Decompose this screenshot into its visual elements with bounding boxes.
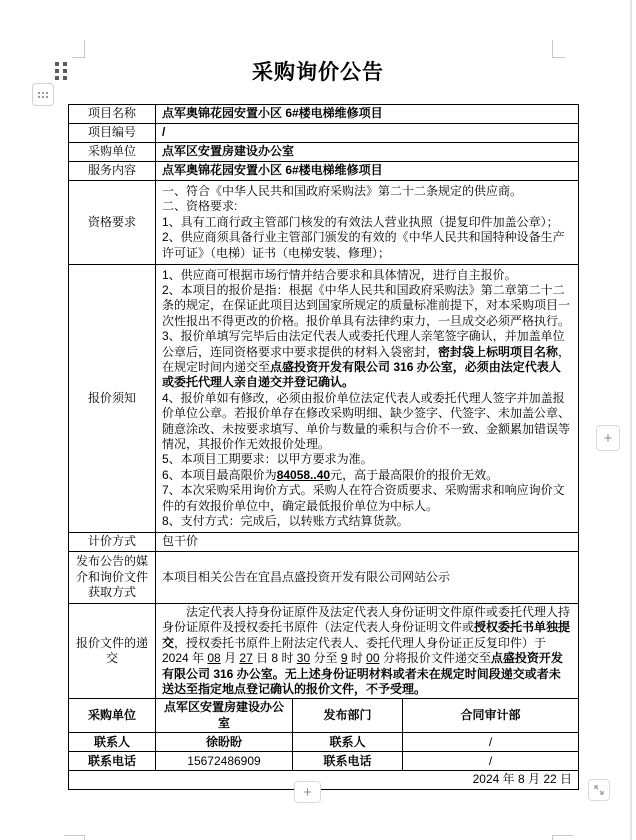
- text-segment: 1、供应商可根据市场行情并结合要求和具体情况，进行自主报价。: [162, 267, 517, 282]
- crop-mark-bottom-right: [552, 835, 573, 840]
- row-label-cell: 报价须知: [69, 265, 156, 533]
- text-segment: 法定代表人持身份证原件及法定代表人身份证明文件原件或委托代理人持身份证原件及授权委托书原件（法定代表人身份证明文件或: [162, 605, 571, 635]
- paragraph: [162, 283, 572, 329]
- text-segment: 日 8 时: [252, 651, 297, 666]
- grid-dots-icon: [38, 92, 48, 98]
- text-segment: 本项目相关公告在宜昌点盛投资开发有限公司网站公示: [162, 569, 451, 584]
- text-segment: 月: [220, 651, 240, 666]
- plus-icon: +: [303, 783, 312, 801]
- contact-cell: 联系人: [293, 733, 403, 752]
- row-value-cell: 点军奥锦花园安置小区 6#楼电梯维修项目: [156, 105, 579, 124]
- row-label-cell: 计价方式: [69, 533, 156, 552]
- table-row: [69, 604, 579, 699]
- text-segment: 3、报价单填写完毕后由法定代表人或委托代理人亲笔签字确认，并加盖单位公章后，连同资格要求中要求提供的材料入袋密封，: [162, 329, 565, 359]
- row-label-cell: 项目名称: [69, 105, 156, 124]
- row-label-cell: 资格要求: [69, 181, 156, 265]
- row-content-cell: [156, 552, 579, 604]
- text-segment: 8、支付方式：完成后，以转账方式结算货款。: [162, 514, 409, 529]
- paragraph: [162, 230, 572, 261]
- contact-cell: /: [403, 752, 579, 771]
- row-value-cell: 点军区安置房建设办公室: [156, 143, 579, 162]
- row-content-cell: [156, 181, 579, 265]
- table-row: [69, 265, 579, 533]
- text-segment: ，授权委托书原件上附法定代表人、委托代理人身份证正反复印件）于 2024 年: [162, 635, 547, 666]
- contact-cell: 15672486909: [156, 752, 293, 771]
- contact-cell: /: [403, 733, 579, 752]
- row-label-cell: 发布公告的媒介和询价文件获取方式: [69, 552, 156, 604]
- text-segment: 密封袋上标明项目名称: [438, 344, 559, 359]
- contact-cell: 联系人: [69, 733, 156, 752]
- row-content-cell: [156, 265, 579, 533]
- row-content-cell: [156, 604, 579, 699]
- paragraph: [162, 514, 572, 529]
- row-label-cell: 项目编号: [69, 124, 156, 143]
- add-row-button-right[interactable]: [596, 425, 620, 451]
- contact-cell: 联系电话: [69, 752, 156, 771]
- paragraph: [162, 329, 572, 391]
- table-row: [69, 143, 579, 162]
- contact-cell: 徐盼盼: [156, 733, 293, 752]
- text-segment: 1、具有工商行政主管部门核发的有效法人营业执照（提复印件加盖公章）；: [162, 214, 559, 229]
- text-segment: 84058..40: [276, 467, 331, 482]
- contact-cell: 联系电话: [293, 752, 403, 771]
- expand-button[interactable]: [588, 779, 610, 801]
- text-segment: 00: [366, 651, 380, 666]
- table-row: [69, 105, 579, 124]
- text-segment: 4、报价单如有修改，必须由报价单位法定代表人或委托代理人签字并加盖报价单位公章。若报价单存在修改采购明细、缺少签字、代签字、未加盖公章、随意涂改、未按要求填写、单价与数量的乘积与合价不一致、金额累加错误等情况，其报价作无效报价处理。: [162, 390, 571, 452]
- row-label-cell: 服务内容: [69, 162, 156, 181]
- text-segment: 2、供应商须具备行业主管部门颁发的有效的《中华人民共和国特种设备生产许可证》（电梯）证书（电梯安装、修理）；: [162, 230, 565, 260]
- table-select-handle[interactable]: [32, 83, 54, 106]
- text-segment: 30: [296, 651, 311, 666]
- contact-cell: 发布部门: [293, 699, 403, 733]
- plus-icon: +: [603, 429, 613, 447]
- text-segment: 2、本项目的报价是指：根据《中华人民共和国政府采购法》第二章第二十二条的规定，在保证此项目达到国家所规定的质量标准前提下，对本采购项目一次性报出不得更改的价格。报价单具有法律约束力，一旦成交必须严格执行。: [162, 282, 571, 328]
- page-title: 采购询价公告: [252, 61, 384, 84]
- text-segment: 点盛投资开发有限公司 316 办公室，必须由法定代表人或委托代理人亲自递交并登记确认。: [162, 359, 561, 390]
- text-segment: 6、本项目最高限价为: [162, 467, 277, 482]
- table-row: [69, 533, 579, 552]
- table-row: [69, 752, 579, 771]
- contact-cell: 合同审计部: [403, 699, 579, 733]
- text-segment: 二、资格要求:: [162, 199, 238, 214]
- contact-cell: 点军区安置房建设办公室: [156, 699, 293, 733]
- table-row: [69, 771, 579, 789]
- text-segment: 分至: [310, 651, 341, 666]
- text-segment: 点盛投资开发有限公司 316 办公室。无上述身份证明材料或者未在规定时间段递交或者未送达至指定地点登记确认的报价文件，不予受理。: [162, 651, 563, 697]
- paragraph: [162, 483, 572, 514]
- row-label-cell: 报价文件的递交: [69, 604, 156, 699]
- crop-mark-bottom-left: [64, 835, 85, 840]
- paragraph: [162, 268, 572, 283]
- text-segment: 授权委托书单独提交: [162, 620, 571, 650]
- paragraph: [162, 570, 572, 585]
- viewport-right-border: [630, 0, 632, 840]
- row-value-cell: /: [156, 124, 579, 143]
- paragraph: [162, 391, 572, 453]
- paragraph: [162, 468, 572, 483]
- text-segment: ，在规定时间内递交至: [162, 344, 571, 374]
- table-row: [69, 181, 579, 265]
- procurement-notice-table: [68, 104, 579, 790]
- paragraph: [162, 452, 572, 467]
- text-segment: 9: [340, 651, 348, 666]
- row-value-cell: 点军奥锦花园安置小区 6#楼电梯维修项目: [156, 162, 579, 181]
- paragraph: [162, 199, 572, 214]
- date-cell: 2024 年 8 月 22 日: [69, 771, 579, 789]
- text-segment: 一、符合《中华人民共和国政府采购法》第二十二条规定的供应商。: [162, 183, 523, 198]
- text-segment: 27: [239, 651, 253, 666]
- table-row: [69, 733, 579, 752]
- table-row: [69, 162, 579, 181]
- row-value-cell: 包干价: [156, 533, 579, 552]
- paragraph: [162, 184, 572, 199]
- contact-cell: 采购单位: [69, 699, 156, 733]
- expand-icon: [593, 784, 605, 796]
- paragraph: [162, 605, 572, 697]
- table-row: [69, 552, 579, 604]
- table-row: [69, 124, 579, 143]
- text-segment: 08: [207, 651, 221, 666]
- paragraph: [162, 215, 572, 230]
- text-segment: 分将报价文件递交至: [379, 651, 491, 666]
- text-segment: 元，高于最高限价的报价无效。: [330, 467, 499, 482]
- text-segment: 5、本项目工期要求：以甲方要求为准。: [162, 452, 373, 467]
- table-row: [69, 699, 579, 733]
- add-block-button-bottom[interactable]: [294, 781, 321, 803]
- text-segment: 7、本次采购采用询价方式。采购人在符合资质要求、采购需求和响应询价文件的有效报价单位中，确定最低报价单位为中标人。: [162, 483, 565, 513]
- text-segment: 时: [347, 651, 367, 666]
- row-label-cell: 采购单位: [69, 143, 156, 162]
